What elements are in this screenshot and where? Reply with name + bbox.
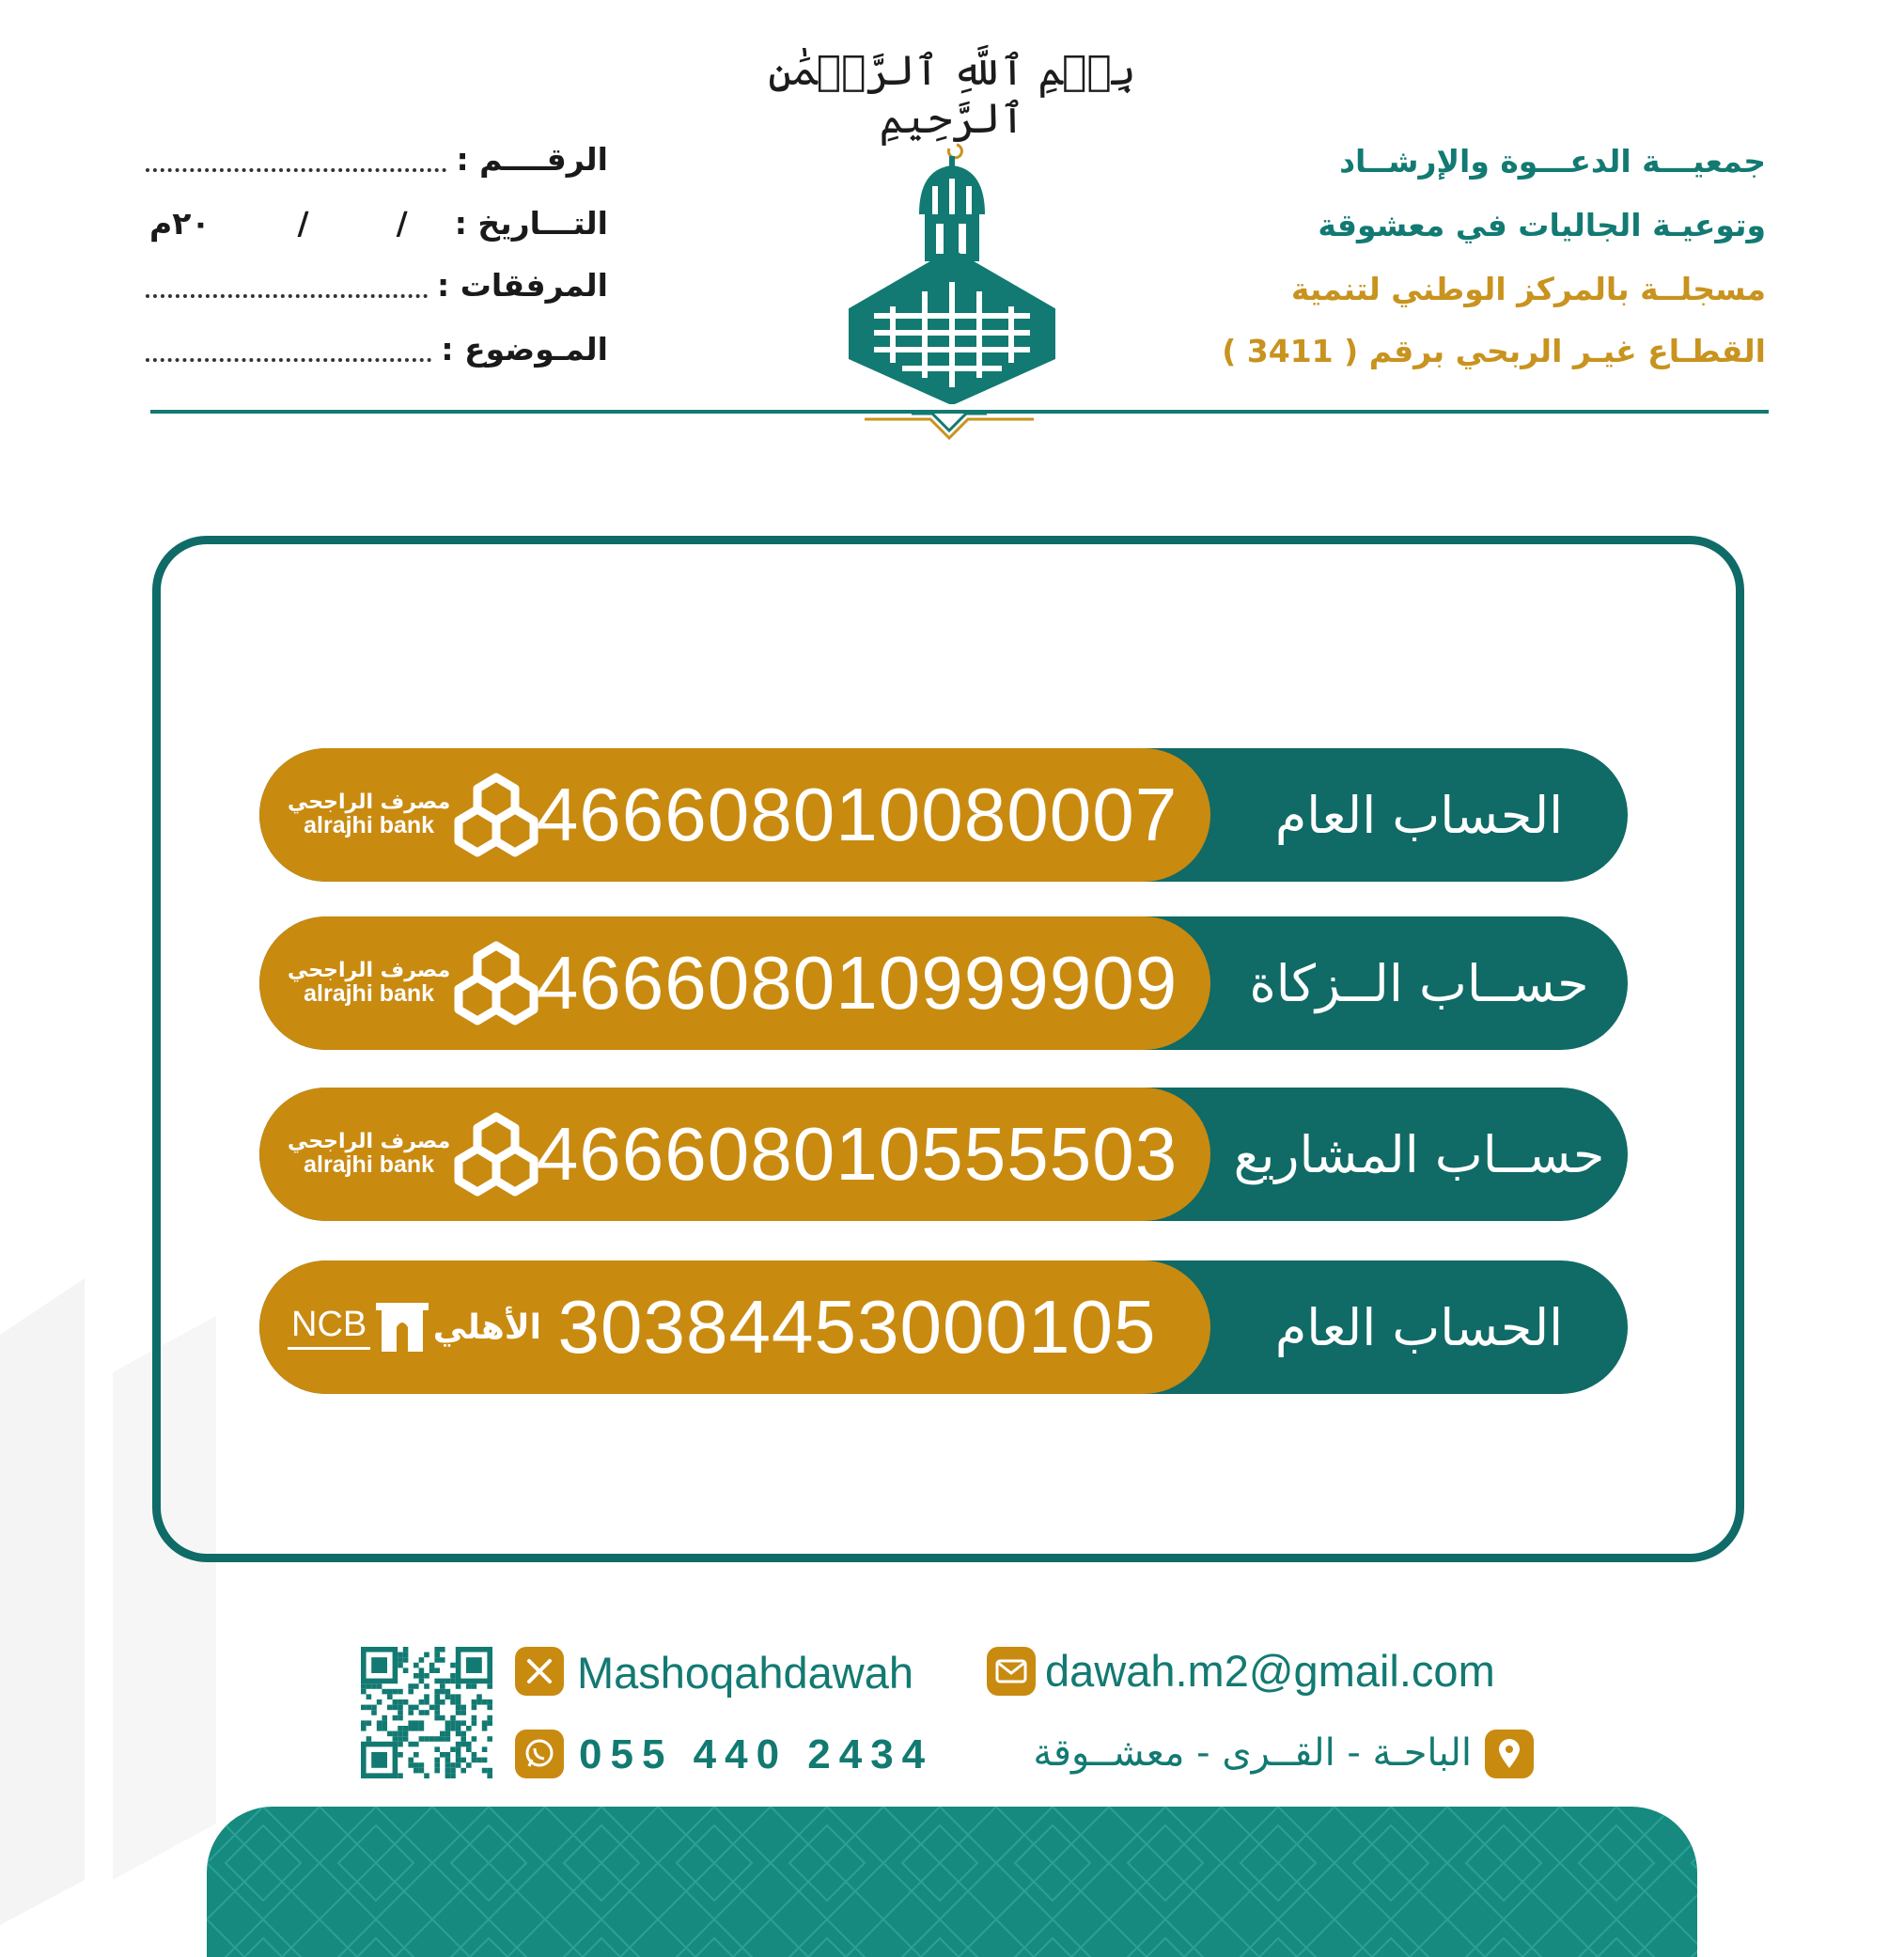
alrajhi-logo-icon (451, 770, 541, 860)
email-icon (987, 1647, 1036, 1696)
ncb-gate-icon (372, 1299, 432, 1355)
alrajhi-arabic-name: مصرف الراجحي (288, 1130, 451, 1154)
organization-logo-icon (846, 132, 1058, 404)
org-name-line-1: جمعيـــة الدعـــوة والإرشــاد (1339, 143, 1766, 180)
account-label: الحساب العام (1274, 785, 1564, 845)
account-row (259, 1260, 1628, 1394)
account-row (259, 916, 1628, 1050)
attachments-blank (146, 294, 428, 298)
x-icon (515, 1647, 564, 1696)
date-slash: / (297, 205, 309, 242)
footer-pattern-band (207, 1807, 1697, 1957)
ncb-english-name: NCB (288, 1305, 370, 1350)
subject-blank (146, 358, 431, 362)
qr-code (361, 1647, 492, 1778)
ncb-arabic-name: الأهلي (432, 1307, 541, 1347)
x-handle[interactable]: Mashoqahdawah (577, 1648, 913, 1698)
ncb-bank-logo (288, 1260, 541, 1394)
geometric-pattern (207, 1807, 1697, 1957)
account-row (259, 1088, 1628, 1221)
reference-number-blank (146, 168, 446, 172)
location-pin-icon (1485, 1730, 1534, 1778)
alrajhi-english-name: alrajhi bank (304, 812, 435, 839)
date-blank (146, 205, 445, 242)
org-name-line-2: وتوعيـة الجاليات في معشوقة (1318, 207, 1766, 243)
header-chevron-ornament (855, 406, 1043, 444)
alrajhi-bank-logo (288, 748, 541, 882)
basmala: بِسۡمِ ٱللَّهِ ٱلرَّحۡمَٰنِ ٱلرَّحِيمِ (768, 47, 1136, 143)
alrajhi-bank-name (288, 791, 450, 838)
org-registration-line-2: القطـاع غيـر الربحي برقم ( 3411 ) (1222, 333, 1766, 369)
attachments-field (146, 267, 608, 312)
reference-number-field (146, 141, 608, 186)
attachments-label: المرفقات : (437, 267, 608, 304)
date-field (146, 205, 608, 250)
account-number: 466608010555503 (536, 1112, 1178, 1196)
account-number: 466608010999909 (536, 941, 1178, 1025)
subject-field (146, 331, 608, 376)
alrajhi-arabic-name: مصرف الراجحي (288, 791, 451, 815)
whatsapp-icon (515, 1730, 564, 1778)
email-address[interactable]: dawah.m2@gmail.com (1045, 1646, 1495, 1696)
alrajhi-english-name: alrajhi bank (304, 980, 435, 1008)
date-slash: / (396, 205, 408, 242)
location-text: الباحـة - القــرى - معشــوقة (1033, 1731, 1472, 1775)
phone-number[interactable]: 055 440 2434 (579, 1731, 934, 1777)
account-label: حســاب الــزكاة (1249, 953, 1589, 1013)
alrajhi-arabic-name: مصرف الراجحي (288, 959, 451, 983)
account-number: 466608010080007 (536, 773, 1178, 856)
alrajhi-bank-name (288, 960, 450, 1006)
account-row (259, 748, 1628, 882)
alrajhi-bank-logo (288, 916, 541, 1050)
alrajhi-bank-logo (288, 1088, 541, 1221)
date-label: التـــاريخ : (454, 205, 608, 242)
account-label: حســاب المشاريع (1233, 1124, 1605, 1184)
date-year-suffix: ٢٠م (149, 205, 211, 242)
subject-label: المـوضوع : (441, 331, 608, 368)
org-registration-line-1: مسجلــة بالمركز الوطني لتنمية (1290, 271, 1766, 307)
alrajhi-logo-icon (451, 938, 541, 1028)
reference-number-label: الرقــــم : (456, 141, 608, 178)
alrajhi-english-name: alrajhi bank (304, 1151, 435, 1179)
account-number: 30384453000105 (557, 1285, 1157, 1369)
alrajhi-bank-name (288, 1131, 450, 1177)
account-label: الحساب العام (1274, 1297, 1564, 1357)
alrajhi-logo-icon (451, 1109, 541, 1199)
